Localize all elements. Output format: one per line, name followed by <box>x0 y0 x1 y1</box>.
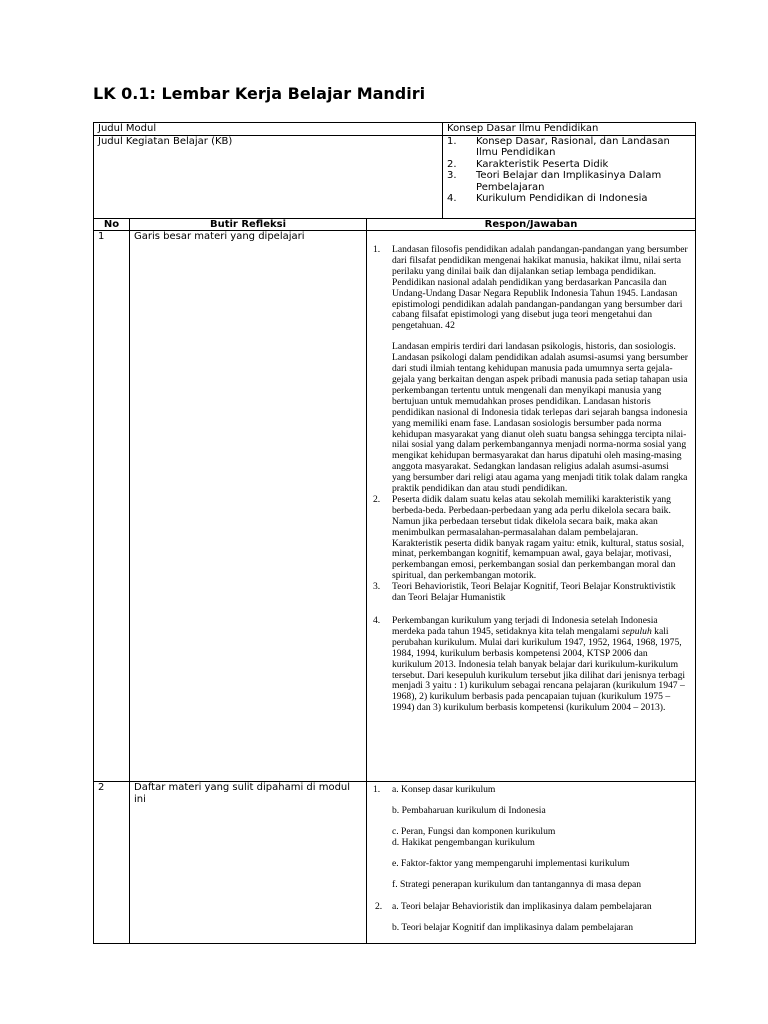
row-number: 1 <box>94 231 130 782</box>
row-number: 2 <box>94 782 130 944</box>
respon-cell <box>367 782 696 944</box>
butir-refleksi: Daftar materi yang sulit dipahami di modul ini <box>130 782 367 944</box>
modul-label: Judul Modul <box>94 123 443 136</box>
col-header-respon: Respon/Jawaban <box>367 218 696 231</box>
page-title: LK 0.1: Lembar Kerja Belajar Mandiri <box>93 84 426 103</box>
kb-row <box>94 135 696 218</box>
list-item: 2. Peserta didik dalam suatu kelas atau sekolah memiliki karakteristik yang berbeda-beda. Perbedaan-perbedaan yang ada perlu dikelola secara baik. Namun jika perbedaan tersebut tidak dikelola secara baik, maka akan menimbulkan permasalahan-permasalahan dalam pembelajaran. Karakteristik peserta didik banyak ragam yaitu: etnik, kultural, status sosial, minat, perkembangan kognitif, kemampuan awal, gaya belajar, motivasi, perkembangan emosi, perkembangan sosial dan perkembangan moral dan spiritual, dan perkembangan motorik. <box>373 493 685 582</box>
list-item: 1. Landasan filosofis pendidikan adalah pandangan-pandangan yang bersumber dari filsafat pendidikan mengenai hakikat manusia, hakikat ilmu, nilai serta perilaku yang dinilai baik dan dijalankan setiap lembaga pendidikan. Pendidikan nasional adalah pendidikan yang berdasarkan Pancasila dan Undang-Undang Dasar Negara Republik Indonesia Tahun 1945. Landasan epistimologi pendidikan adalah pandangan-pandangan yang bersumber dari cabang filsafat epistimologi yang disebut juga teori mengetahui dan pengetahuan. 42 Landasan empiris terdiri dari landasan psikologis, historis, dan sosiologis. Landasan psikologi dalam pendidikan adalah asumsi-asumsi yang bersumber dari studi ilmiah tentang kehidupan manusia pada umumnya serta gejala-gejala yang berkaitan dengan aspek pribadi manusia pada setiap tahapan usia perkembangan tertentu untuk mengenali dan menyikapi manusia yang bertujuan untuk memudahkan proses pendidikan. Landasan historis pendidikan nasional di Indonesia tidak terlepas dari sejarah bangsa indonesia yang memiliki enam fase. Landasan sosiologis bersumber pada norma kehidupan masyarakat yang dianut oleh suatu bangsa sehingga tercipta nilai-nilai sosial yang dalam perkembangannya menjadi norma-norma sosial yang mengikat kehidupan bermasyarakat dan harus dipatuhi oleh masing-masing anggota masyarakat. Sedangkan landasan religius adalah asumsi-asumsi yang bersumber dari religi atau agama yang menjadi titik tolak dalam rangka praktik pendidikan dan atau studi pendidikan. <box>373 244 689 495</box>
list-item: 2. a. Teori belajar Behavioristik dan implikasinya dalam pembelajaran b. Teori belajar Kognitif dan implikasinya dalam pembelajaran <box>375 901 652 934</box>
table-row <box>94 782 696 944</box>
modul-value: Konsep Dasar Ilmu Pendidikan <box>443 123 696 136</box>
col-header-butir: Butir Refleksi <box>130 218 367 231</box>
kb-label: Judul Kegiatan Belajar (KB) <box>94 135 443 218</box>
kb-item: 2. Karakteristik Peserta Didik <box>447 158 609 170</box>
kb-list-cell <box>443 135 696 218</box>
butir-refleksi: Garis besar materi yang dipelajari <box>130 231 367 782</box>
col-header-no: No <box>94 218 130 231</box>
kb-item: 4. Kurikulum Pendidikan di Indonesia <box>447 193 648 204</box>
list-item: 4. Perkembangan kurikulum yang terjadi di Indonesia setelah Indonesia merdeka pada tahun 1945, setidaknya kita telah mengalami sepuluh kali perubahan kurikulum. Mulai dari kurikulum 1947, 1952, 1964, 1968, 1975, 1984, 1994, kurikulum berbasis kompetensi 2004, KTSP 2006 dan kurikulum 2013. Indonesia telah banyak belajar dari kurikulum-kurikulum tersebut. Dari kesepuluh kurikulum tersebut jika dilihat dari jenisnya terbagi menjadi 3 yaitu : 1) kurikulum sebagai rencana pelajaran (kurikulum 1947 – 1968), 2) kurikulum berbasis pada pencapaian tujuan (kurikulum 1975 – 1994) dan 3) kurikulum berbasis kompetensi (kurikulum 2004 – 2013). <box>373 615 686 714</box>
kb-item: 1. Konsep Dasar, Rasional, dan Landasan Ilmu Pendidikan <box>447 135 670 158</box>
respon-cell <box>367 231 696 782</box>
list-item: 3. Teori Behavioristik, Teori Belajar Kognitif, Teori Belajar Konstruktivistik dan Teori Belajar Humanistik <box>373 581 676 604</box>
modul-row <box>94 123 696 136</box>
list-item: 1. a. Konsep dasar kurikulum b. Pembaharuan kurikulum di Indonesia c. Peran, Fungsi dan komponen kurikulum d. Hakikat pengembangan kurikulum e. Faktor-faktor yang mempengaruhi implementasi kurikulum f. Strategi penerapan kurikulum dan tantangannya di masa depan <box>373 784 642 890</box>
kb-item: 3. Teori Belajar dan Implikasinya Dalam Pembelajaran <box>447 170 662 193</box>
table-row <box>94 231 696 782</box>
column-header-row <box>94 218 696 231</box>
worksheet-table <box>93 122 696 944</box>
